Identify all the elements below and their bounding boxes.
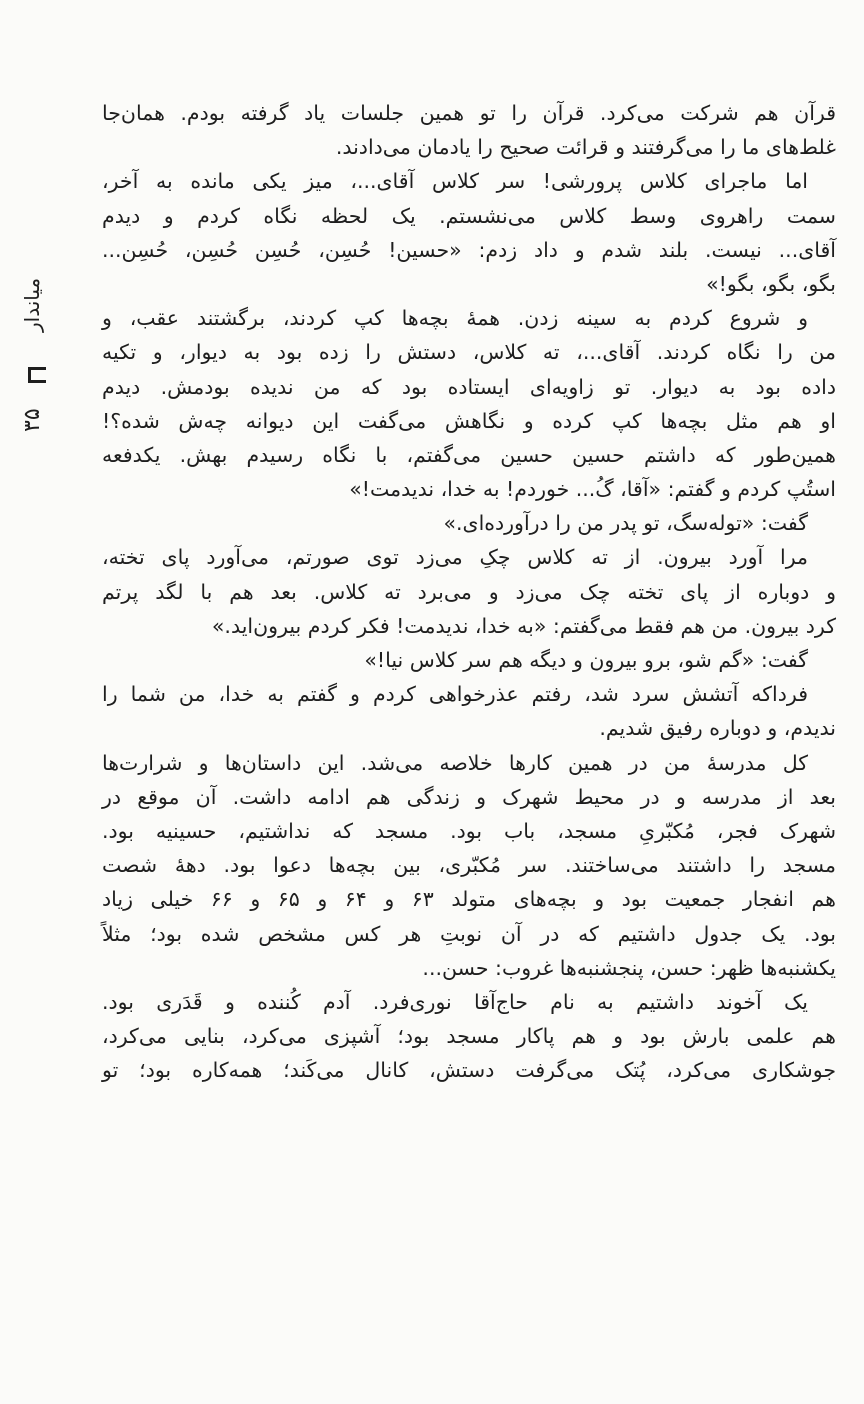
text-line: گفت: «توله‌سگ، تو پدر من را درآورده‌ای.» bbox=[443, 511, 808, 536]
text-line: کرد بیرون. من هم فقط می‌گفتم: «به خدا، ندیدمت! فکر کردم بیرون‌اید.» bbox=[211, 613, 836, 638]
text-line: گفت: «گم شو، برو بیرون و دیگه هم سر کلاس نیا!» bbox=[364, 648, 808, 672]
text-line: آقای... نیست. بلند شدم و داد زدم: «حسین! حُسِن، حُسِن حُسِن، حُسِن... bbox=[102, 237, 836, 262]
text-line: هم علمی بارش بود و هم پاکار مسجد بود؛ آشپزی می‌کرد، بنایی می‌کرد، bbox=[102, 1024, 836, 1049]
text-line: غلط‌های ما را می‌گرفتند و قرائت صحیح را یادمان می‌دادند. bbox=[335, 135, 836, 160]
text-line: جوشکاری می‌کرد، پُتک می‌گرفت دستش، کانال می‌کَند؛ همه‌کاره بود؛ تو bbox=[102, 1058, 836, 1083]
text-line: داده بود به دیوار. تو زاویه‌ای ایستاده بود که من ندیده بودمش. دیدم bbox=[102, 374, 836, 399]
book-title: میاندار bbox=[20, 277, 44, 333]
text-line: من را نگاه کردند. آقای...، ته کلاس، دستش را زده بود به دیوار، و تکیه bbox=[102, 340, 836, 365]
running-header bbox=[18, 250, 58, 460]
text-line: استُپ کردم و گفتم: «آقا، گُ... خوردم! به خدا، ندیدمت!» bbox=[349, 477, 836, 502]
text-line: مرا آورد بیرون. از ته کلاس چکِ می‌زد توی صورتم، می‌آورد پای تخته، bbox=[102, 545, 808, 570]
text-line: فرداکه آتشش سرد شد، رفتم عذرخواهی کردم و گفتم به خدا، من شما را bbox=[102, 682, 808, 707]
page-number: ۳۵ bbox=[20, 408, 45, 432]
text-line: مسجد را داشتند می‌ساختند. سر مُکبّری، بین بچه‌ها دعوا بود. دههٔ شصت bbox=[102, 853, 836, 878]
text-line: او هم مثل بچه‌ها کپ کرده و نگاهش می‌گفت این دیوانه چه‌ش شده؟! bbox=[102, 408, 836, 433]
text-line: قرآن هم شرکت می‌کرد. قرآن را تو همین جلسات یاد گرفته بودم. همان‌جا bbox=[102, 101, 836, 125]
text-line: یکشنبه‌ها ظهر: حسن، پنجشنبه‌ها غروب: حسن... bbox=[422, 955, 836, 980]
text-line: بعد از مدرسه و در محیط شهرک و زندگی هم ادامه داشت. آن موقع در bbox=[102, 784, 836, 809]
text-line: اما ماجرای کلاس پرورشی! سر کلاس آقای...، میز یکی مانده به آخر، bbox=[102, 169, 808, 194]
text-line: همین‌طور که داشتم حسین حسین می‌گفتم، با نگاه رسیدم بهش. یکدفعه bbox=[102, 442, 836, 467]
text-line: کل مدرسهٔ من در همین کارها خلاصه می‌شد. این داستان‌ها و شرارت‌ها bbox=[102, 750, 808, 775]
text-line: یک آخوند داشتیم به نام حاج‌آقا نوری‌فرد. آدم کُننده و قَدَری بود. bbox=[102, 989, 808, 1014]
text-line: شهرک فجر، مُکبّریِ مسجد، باب بود. مسجد که نداشتیم، حسینیه بود. bbox=[102, 818, 836, 843]
text-line: و دوباره از پای تخته چک می‌زد و می‌برد ته کلاس. بعد هم با لگد پرتم bbox=[102, 579, 836, 604]
text-line: بگو، بگو، بگو!» bbox=[706, 271, 836, 296]
text-line: و شروع کردم به سینه زدن. همهٔ بچه‌ها کپ کردند، برگشتند عقب، و bbox=[102, 306, 808, 331]
text-line: بود. یک جدول داشتیم که در آن نوبتِ هر کس مشخص شده بود؛ مثلاً bbox=[102, 921, 836, 946]
text-line: هم انفجار جمعیت بود و بچه‌های متولد ۶۳ و ۶۴ و ۶۵ و ۶۶ خیلی زیاد bbox=[102, 887, 836, 912]
text-line: سمت راهروی وسط کلاس می‌نشستم. یک لحظه نگاه کردم و دیدم bbox=[102, 203, 836, 228]
text-line: ندیدم، و دوباره رفیق شدیم. bbox=[599, 716, 836, 741]
header-separator bbox=[28, 367, 46, 383]
page-body bbox=[102, 96, 836, 1087]
